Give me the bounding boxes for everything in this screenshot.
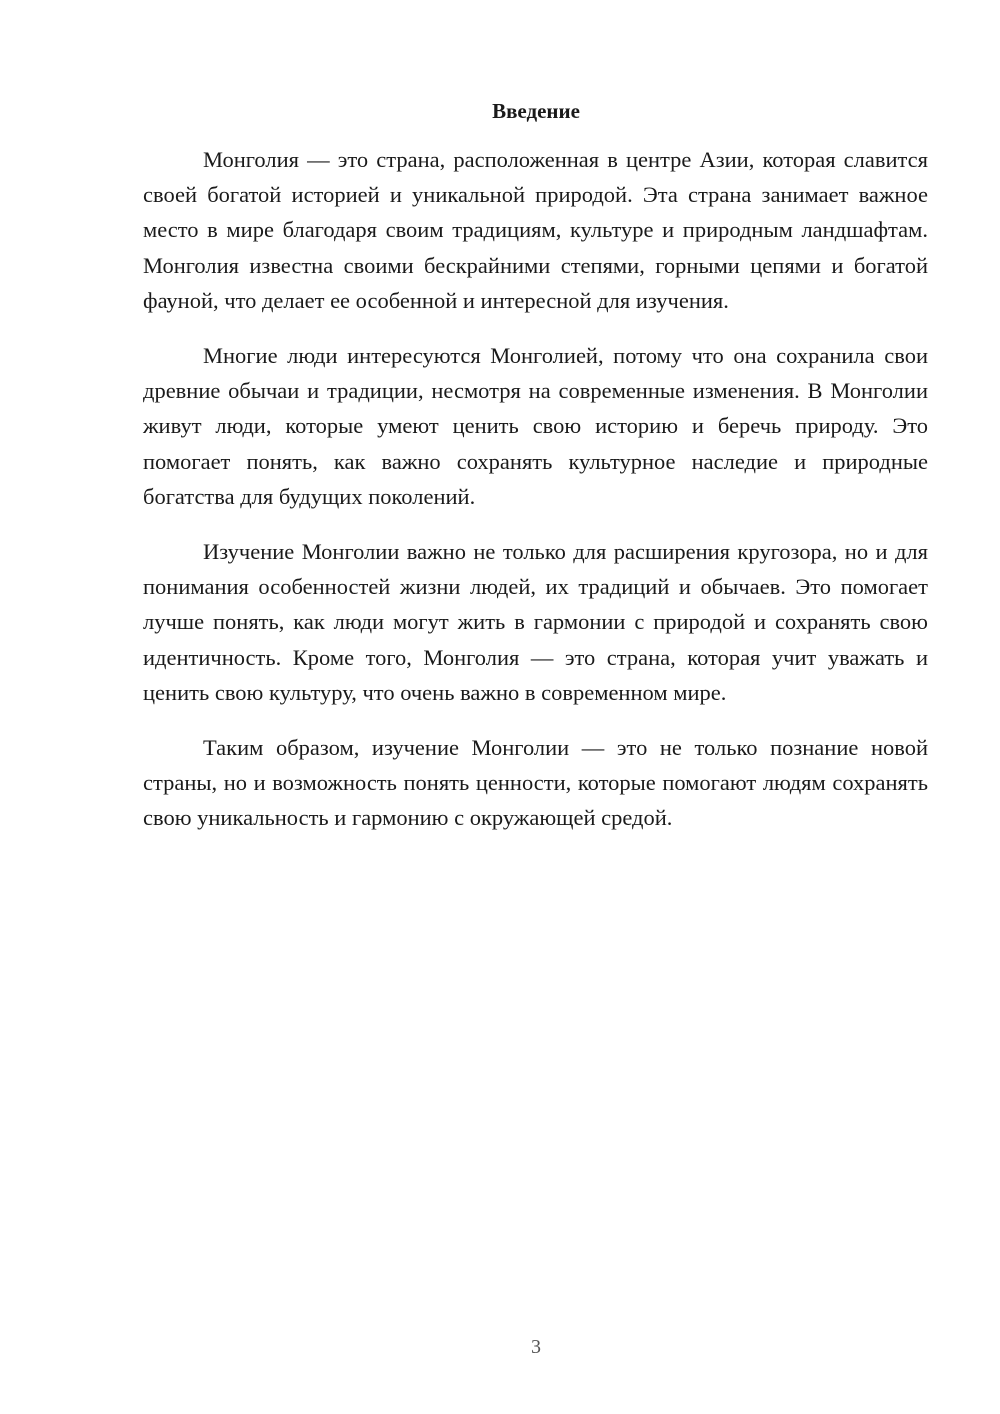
document-body [143,142,928,856]
page-number: 3 [531,1336,541,1358]
paragraph-2: Многие люди интересуются Монголией, потому что она сохранила свои древние обычаи и традиции, несмотря на современные изменения. В Монголии живут люди, которые умеют ценить свою историю и беречь природу. Это помогает понять, как важно сохранять культурное наследие и природные богатства для будущих поколений. [143,343,928,509]
paragraph-1: Монголия — это страна, расположенная в центре Азии, которая славится своей богатой историей и уникальной природой. Эта страна занимает важное место в мире благодаря своим традициям, культуре и природным ландшафтам. Монголия известна своими бескрайними степями, горными цепями и богатой фауной, что делает ее особенной и интересной для изучения. [143,147,928,313]
page-title: Введение [492,99,580,123]
paragraph-4: Таким образом, изучение Монголии — это не только познание новой страны, но и возможность понять ценности, которые помогают людям сохранять свою уникальность и гармонию с окружающей средой. [143,735,928,831]
paragraph-3: Изучение Монголии важно не только для расширения кругозора, но и для понимания особенностей жизни людей, их традиций и обычаев. Это помогает лучше понять, как люди могут жить в гармонии с природой и сохранять свою идентичность. Кроме того, Монголия — это страна, которая учит уважать и ценить свою культуру, что очень важно в современном мире. [143,539,928,705]
